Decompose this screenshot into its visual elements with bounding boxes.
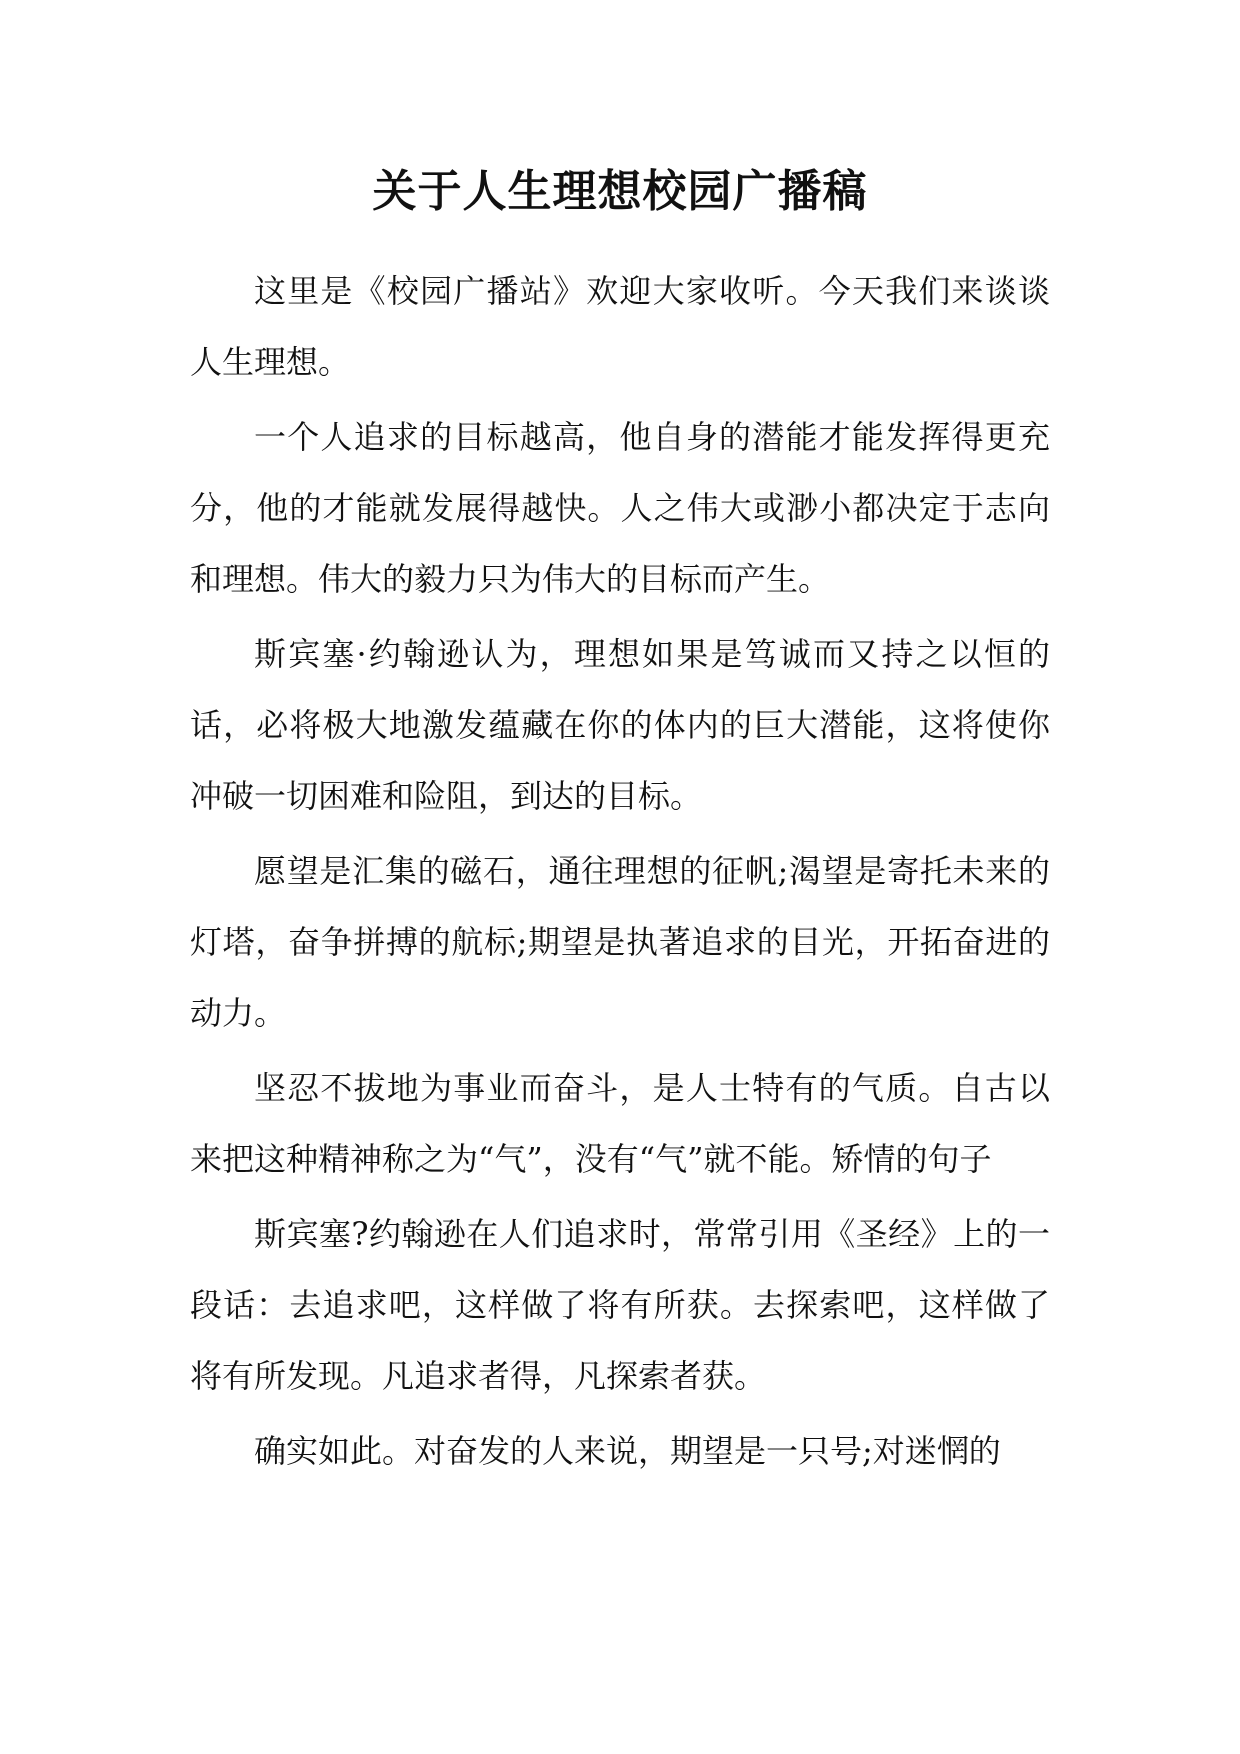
paragraph-7: 确实如此。对奋发的人来说，期望是一只号;对迷惘的	[254, 1432, 1001, 1470]
document-page	[190, 150, 1050, 1491]
document-title: 关于人生理想校园广播稿	[372, 166, 868, 217]
paragraph-4: 愿望是汇集的磁石，通往理想的征帆;渴望是寄托未来的灯塔，奋争拼搏的航标;期望是执著追求的目光，开拓奋进的动力。	[190, 852, 1050, 1032]
paragraph-6: 斯宾塞?约翰逊在人们追求时，常常引用《圣经》上的一段话：去追求吧，这样做了将有所获。去探索吧，这样做了将有所发现。凡追求者得，凡探索者获。	[190, 1215, 1050, 1395]
paragraph-2: 一个人追求的目标越高，他自身的潜能才能发挥得更充分，他的才能就发展得越快。人之伟大或渺小都决定于志向和理想。伟大的毅力只为伟大的目标而产生。	[190, 418, 1050, 598]
paragraph-5: 坚忍不拔地为事业而奋斗，是人士特有的气质。自古以来把这种精神称之为“气”，没有“气”就不能。矫情的句子	[190, 1069, 1050, 1178]
paragraph-3: 斯宾塞·约翰逊认为，理想如果是笃诚而又持之以恒的话，必将极大地激发蕴藏在你的体内的巨大潜能，这将使你冲破一切困难和险阻，到达的目标。	[190, 635, 1050, 815]
paragraph-1: 这里是《校园广播站》欢迎大家收听。今天我们来谈谈人生理想。	[190, 272, 1050, 381]
